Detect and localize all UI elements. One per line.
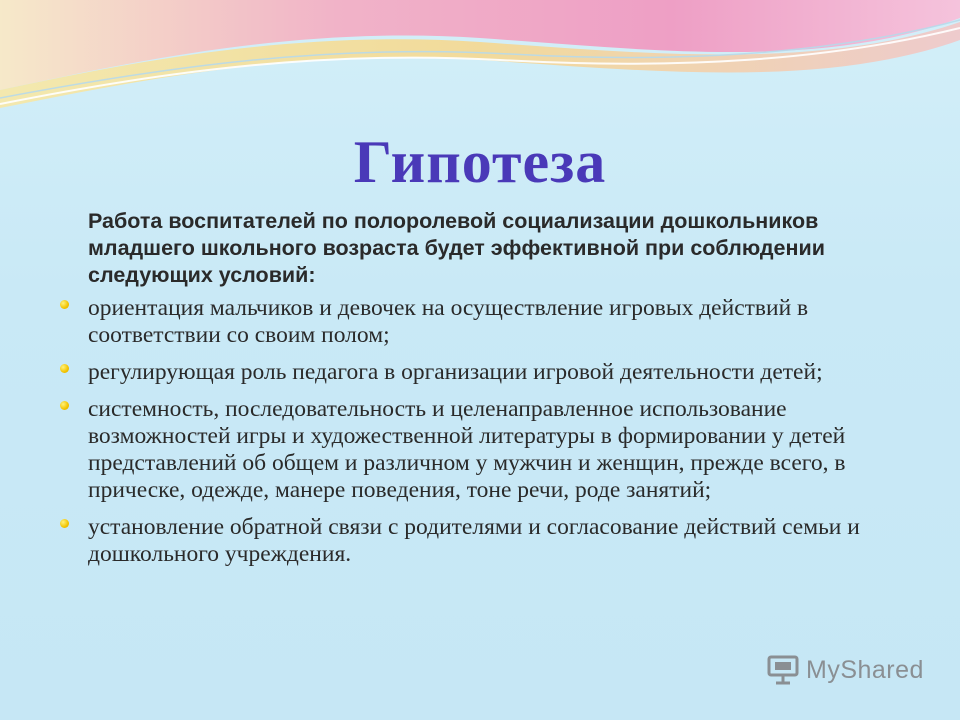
slide-content bbox=[60, 208, 910, 578]
decorative-waves bbox=[0, 0, 960, 130]
list-item-text: установление обратной связи с родителями и согласование действий семьи и дошкольного учреждения. bbox=[88, 514, 860, 567]
slide-title: Гипотеза bbox=[353, 129, 607, 195]
list-item bbox=[60, 396, 910, 504]
list-item-text: системность, последовательность и целенаправленное использование возможностей игры и художественной литературы в формировании у детей представлений об общем и различном у мужчин и женщин, прежде всего, в прическе, одежде, манере поведения, тоне речи, роде занятий; bbox=[88, 396, 846, 503]
list-item bbox=[60, 514, 910, 568]
list-item-text: ориентация мальчиков и девочек на осуществление игровых действий в соответствии со своим полом; bbox=[88, 295, 809, 348]
bullet-dot-icon bbox=[60, 300, 69, 309]
bullet-dot-icon bbox=[60, 364, 69, 373]
myshared-watermark[interactable] bbox=[766, 655, 924, 685]
watermark-text: MyShared bbox=[806, 655, 924, 684]
intro-paragraph: Работа воспитателей по полоролевой социализации дошкольников младшего школьного возраста будет эффективной при соблюдении следующих условий: bbox=[88, 209, 825, 287]
bullet-dot-icon bbox=[60, 519, 69, 528]
conditions-list bbox=[60, 295, 910, 568]
list-item bbox=[60, 295, 910, 349]
bullet-dot-icon bbox=[60, 401, 69, 410]
list-item-text: регулирующая роль педагога в организации игровой деятельности детей; bbox=[88, 359, 823, 385]
list-item bbox=[60, 359, 910, 386]
presentation-board-icon bbox=[766, 655, 800, 685]
